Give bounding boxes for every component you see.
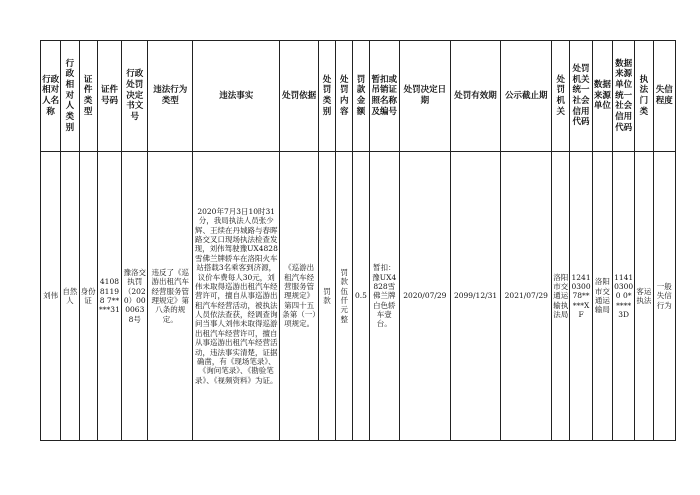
cell-decision-date: 2020/07/29: [399, 152, 450, 441]
cell-valid-until: 2099/12/31: [450, 152, 501, 441]
header-authority: 处罚机关: [552, 41, 570, 152]
header-dishonesty-level: 失信程度: [653, 41, 675, 152]
cell-penalty-content: 罚款伍仟元整: [336, 152, 353, 441]
header-basis: 处罚依据: [280, 41, 319, 152]
header-publicity-deadline: 公示截止期: [501, 41, 552, 152]
cell-violation-type: 违反了《巡游出租汽车经营服务管理规定》第八条的规定。: [148, 152, 193, 441]
cell-penalty-type: 罚款: [318, 152, 335, 441]
header-id-type: 证件类型: [79, 41, 97, 152]
cell-data-source: 洛阳市交通运输局: [592, 152, 612, 441]
header-party-type: 行政相对人类别: [61, 41, 79, 152]
table-row: [41, 152, 676, 441]
header-decision-date: 处罚决定日期: [399, 41, 450, 152]
header-enforcement-category: 执法门类: [635, 41, 653, 152]
header-party-name: 行政相对人名称: [41, 41, 61, 152]
penalty-table: [40, 40, 676, 441]
cell-dishonesty-level: 一般失信行为: [653, 152, 675, 441]
header-data-source-credit-code: 数据来源单位统一社会信用代码: [612, 41, 634, 152]
cell-authority-credit-code: 12410300 78*****XF: [570, 152, 592, 441]
cell-party-name: 刘伟: [41, 152, 61, 441]
header-license-seized: 暂扣或吊销证照名称及编号: [369, 41, 399, 152]
header-facts: 违法事实: [193, 41, 280, 152]
cell-license-seized: 暂扣：豫UX4828雪佛兰牌白色轿车壹台。: [369, 152, 399, 441]
header-violation-type: 违法行为类型: [148, 41, 193, 152]
cell-decision-no: 豫洛交执罚（2020）0000638号: [122, 152, 148, 441]
header-valid-until: 处罚有效期: [450, 41, 501, 152]
cell-facts: 2020年7月3日10时31分，我局执法人员张少辉、王续在丹城路与春晖路交叉口现场执法检查发现，刘伟驾驶豫UX4828雪佛兰牌轿车在洛阳火车站搭载3名乘客到济源，议价车费每人30元，刘伟未取得巡游出租汽车经营许可，擅自从事巡游出租汽车经营活动，被执法人员依法查获，经调查询问当事人刘伟未取得巡游出租汽车经营许可，擅自从事巡游出租汽车经营活动，违法事实清楚，证据确凿，有《现场笔录》、《询问笔录》、《勘验笔录》、《视频资料》为证。: [193, 152, 280, 441]
header-authority-credit-code: 处罚机关统一社会信用代码: [570, 41, 592, 152]
header-data-source: 数据来源单位: [592, 41, 612, 152]
cell-authority: 洛阳市交通运输执法局: [552, 152, 570, 441]
header-penalty-content: 处罚内容: [336, 41, 353, 152]
cell-id-number: 410881198 7*****31: [97, 152, 121, 441]
header-fine-amount: 罚款金额: [353, 41, 369, 152]
cell-party-type: 自然人: [61, 152, 79, 441]
cell-data-source-credit-code: 114103000 0*****3D: [612, 152, 634, 441]
header-decision-no: 行政处罚决定书文号: [122, 41, 148, 152]
header-row: [41, 41, 676, 152]
cell-publicity-deadline: 2021/07/29: [501, 152, 552, 441]
cell-fine-amount: 0.5: [353, 152, 369, 441]
cell-basis: 《巡游出租汽车经营服务管理规定》第四十五条第（一）项规定。: [280, 152, 319, 441]
cell-enforcement-category: 客运执法: [635, 152, 653, 441]
header-id-number: 证件号码: [97, 41, 121, 152]
cell-id-type: 身份证: [79, 152, 97, 441]
header-penalty-type: 处罚类别: [318, 41, 335, 152]
